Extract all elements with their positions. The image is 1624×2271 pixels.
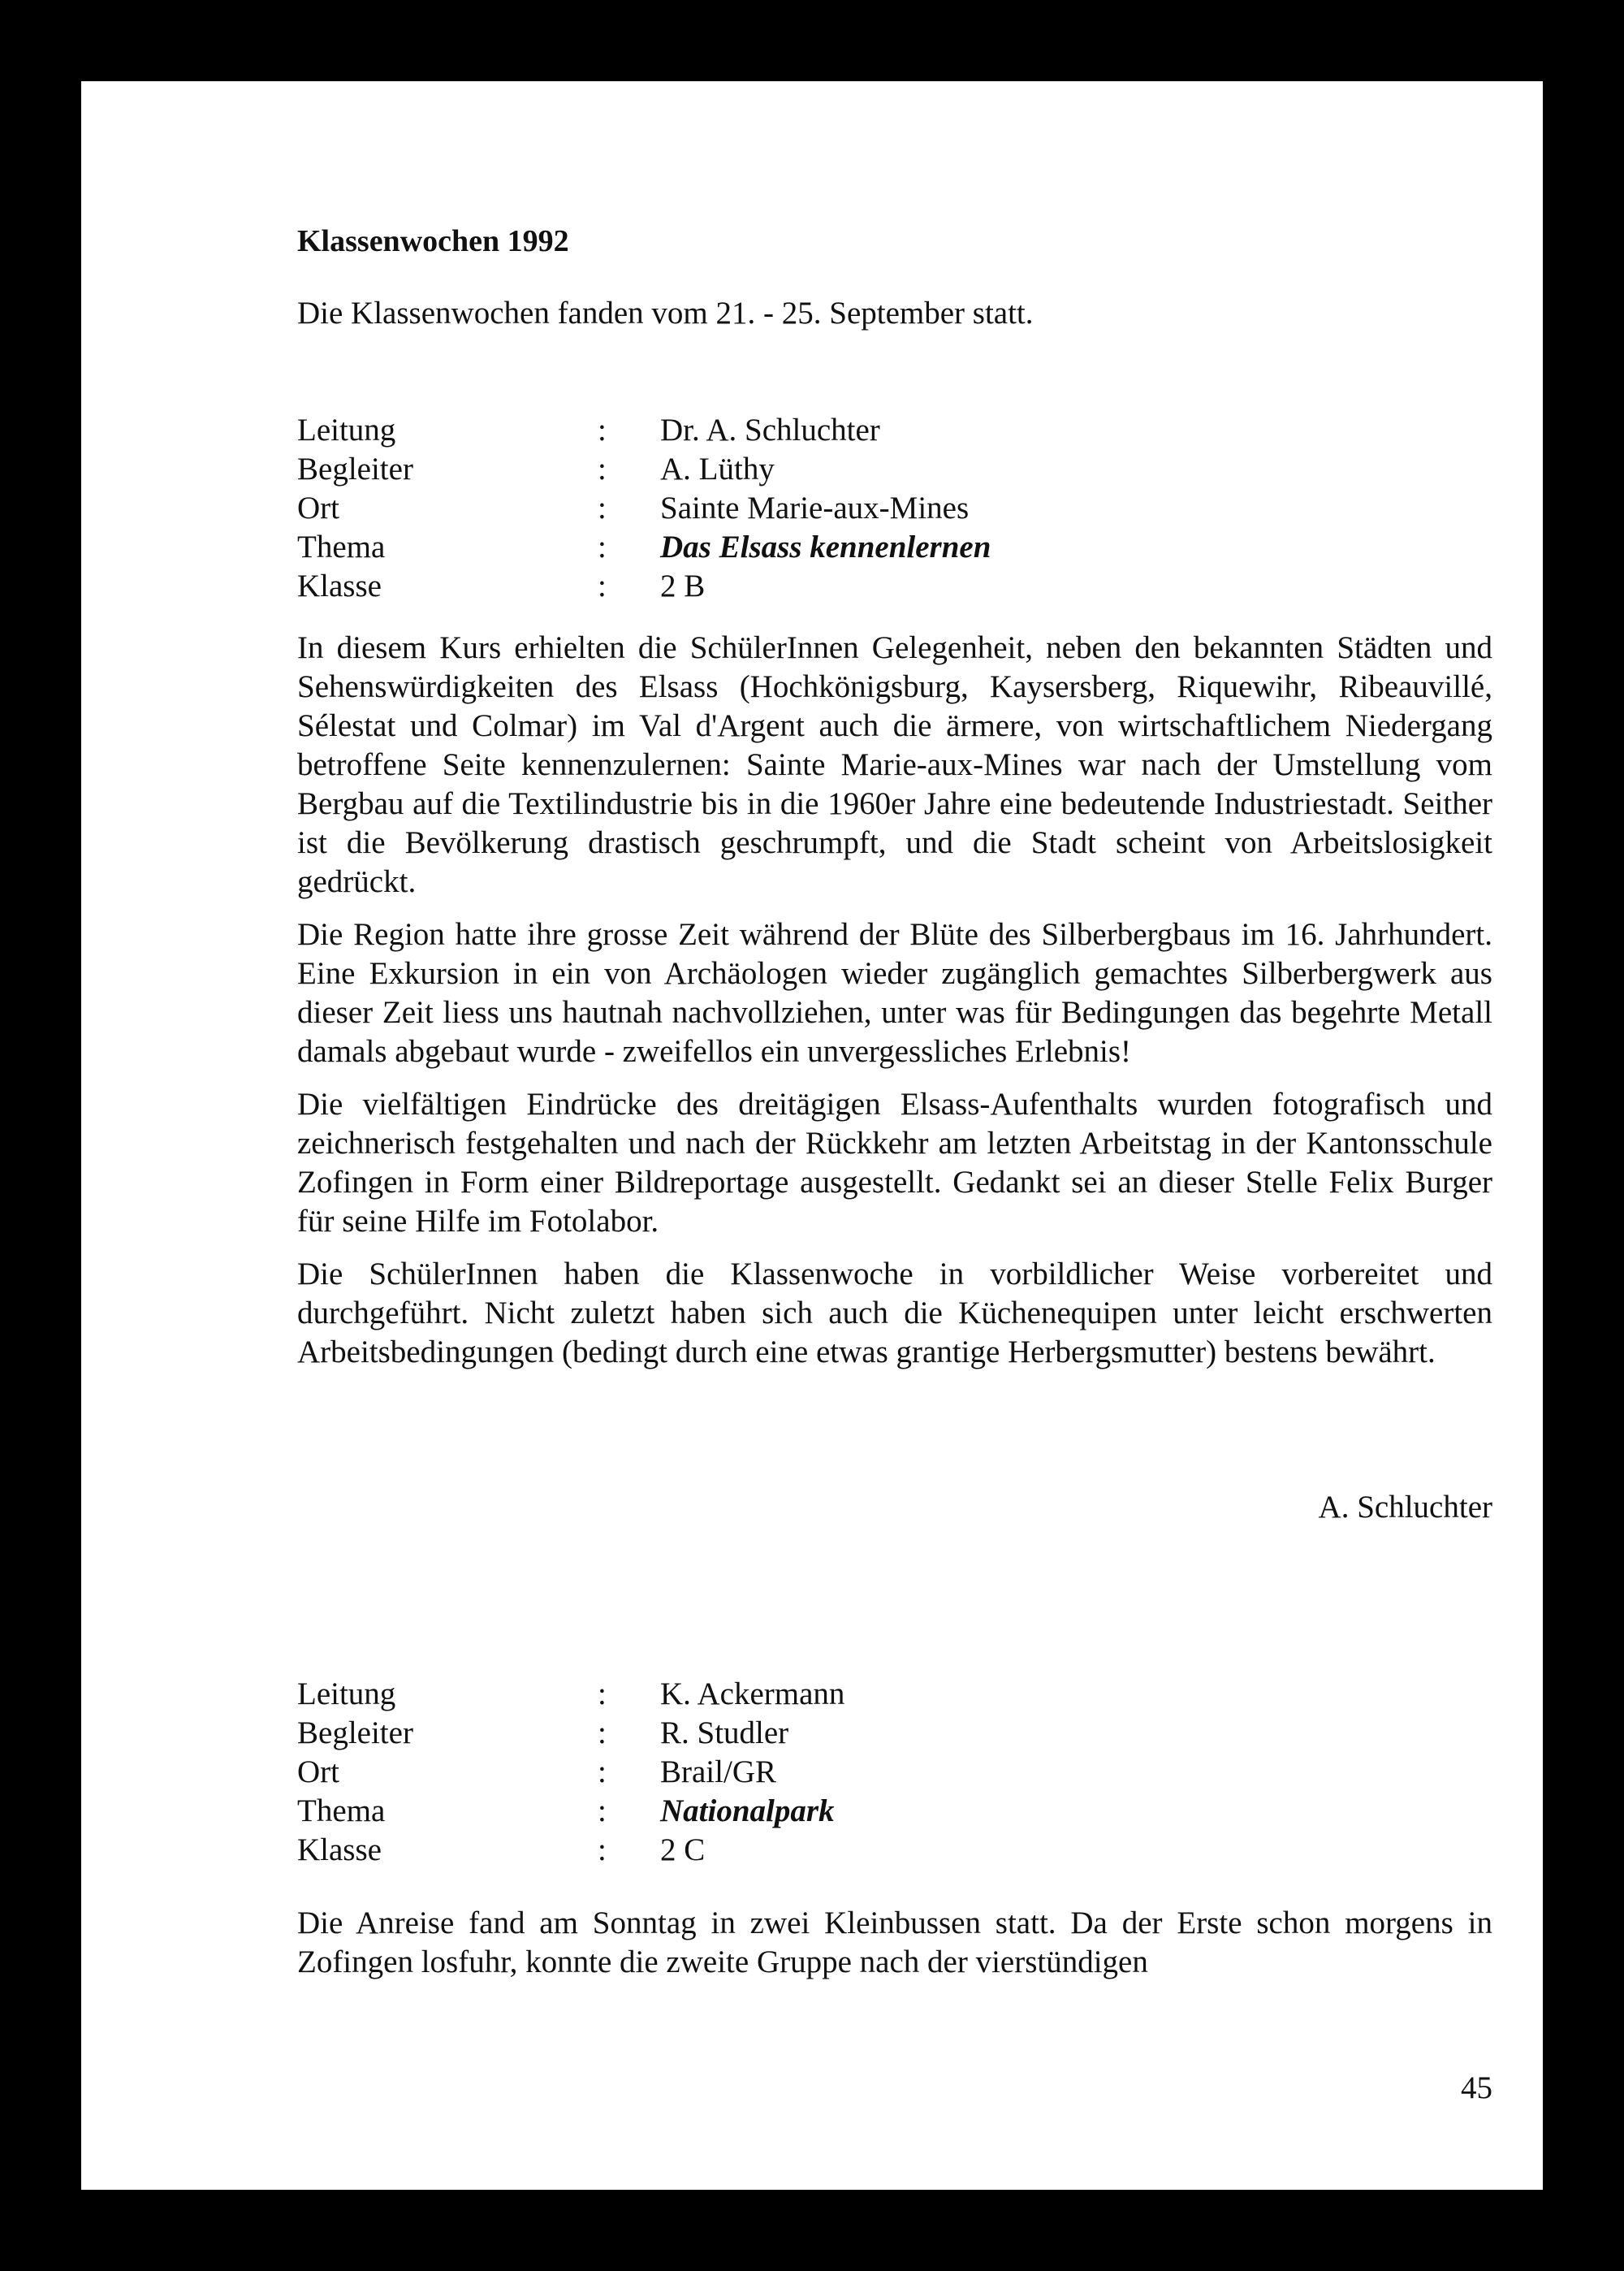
course2-row-leitung [297,1675,844,1714]
info-value-theme: Das Elsass kennenlernen [660,530,991,565]
paragraph: In diesem Kurs erhielten die SchülerInnen Gelegenheit, neben den bekannten Städten und Sehenswürdigkeiten des Elsass (Hochkönigsburg, Kaysersberg, Riquewihr, Ribeauvillé, Sélestat und Colmar) im Val d'Argent auch die ärmere, von wirtschaftlichem Niedergang betroffene Seite kennenzulernen: Sainte Marie-aux-Mines war nach der Umstellung vom Bergbau auf die Textilindustrie bis in die 1960er Jahre eine bedeutende Industriestadt. Seither ist die Bevölkerung drastisch geschrumpft, und die Stadt scheint von Arbeitslosigkeit gedrückt. [297,630,1492,899]
info-colon: : [598,1676,607,1711]
course2-row-begleiter [297,1714,844,1753]
course2-info-table [297,1675,844,1870]
course2-row-klasse [297,1831,844,1870]
paragraph: Die Region hatte ihre grosse Zeit während der Blüte des Silberbergbaus im 16. Jahrhundert. Eine Exkursion in ein von Archäologen wieder zugänglich gemachtes Silberbergwerk aus dieser Zeit liess uns hautnah nachvollziehen, unter was für Bedingungen das begehrte Metall damals abgebaut wurde - zweifellos ein unvergessliches Erlebnis! [297,917,1492,1069]
info-colon: : [598,1754,607,1789]
info-colon: : [598,1832,607,1867]
paragraph: Die Anreise fand am Sonntag in zwei Kleinbussen statt. Da der Erste schon morgens in Zofingen losfuhr, konnte die zweite Gruppe nach der vierstündigen [297,1905,1492,1979]
paragraph: Die vielfältigen Eindrücke des dreitägigen Elsass-Aufenthalts wurden fotografisch und zeichnerisch festgehalten und nach der Rückkehr am letzten Arbeitstag in der Kantonsschule Zofingen in Form einer Bildreportage ausgestellt. Gedankt sei an dieser Stelle Felix Burger für seine Hilfe im Fotolabor. [297,1087,1492,1239]
paragraph: Die SchülerInnen haben die Klassenwoche in vorbildlicher Weise vorbereitet und durchgeführt. Nicht zuletzt haben sich auch die Küchenequipen unter leicht erschwerten Arbeitsbedingungen (bedingt durch eine etwas grantige Herbergsmutter) bestens bewährt. [297,1257,1492,1369]
course1-row-klasse [297,567,991,606]
course1-report [297,629,1492,1386]
info-label: Thema [297,1793,386,1828]
info-value: Sainte Marie-aux-Mines [660,491,970,526]
info-colon: : [598,452,607,487]
info-label: Leitung [297,413,396,448]
info-colon: : [598,413,607,448]
info-label: Begleiter [297,452,413,487]
info-value-theme: Nationalpark [660,1793,835,1828]
info-label: Begleiter [297,1715,413,1750]
info-label: Ort [297,1754,339,1789]
info-label: Leitung [297,1676,396,1711]
info-colon: : [598,491,607,526]
course1-row-ort [297,489,991,528]
info-label: Klasse [297,569,382,603]
info-value: A. Lüthy [660,452,775,487]
author-signature: A. Schluchter [1318,1490,1492,1525]
course1-info-table [297,411,991,606]
info-colon: : [598,1715,607,1750]
info-label: Thema [297,530,386,565]
info-value: 2 B [660,569,706,603]
course1-row-begleiter [297,450,991,489]
info-value: Dr. A. Schluchter [660,413,880,448]
document-page [81,81,1543,2190]
course1-row-leitung [297,411,991,450]
course2-report [297,1904,1492,1996]
course1-row-thema [297,528,991,567]
info-label: Ort [297,491,339,526]
info-colon: : [598,569,607,603]
info-value: K. Ackermann [660,1676,845,1711]
course2-row-ort [297,1753,844,1792]
page-number: 45 [1461,2070,1492,2105]
info-colon: : [598,1793,607,1828]
course2-row-thema [297,1792,844,1831]
info-label: Klasse [297,1832,382,1867]
info-value: R. Studler [660,1715,789,1750]
info-colon: : [598,530,607,565]
page-title: Klassenwochen 1992 [297,224,569,258]
info-value: 2 C [660,1832,706,1867]
intro-text: Die Klassenwochen fanden vom 21. - 25. September statt. [297,296,1034,331]
info-value: Brail/GR [660,1754,776,1789]
